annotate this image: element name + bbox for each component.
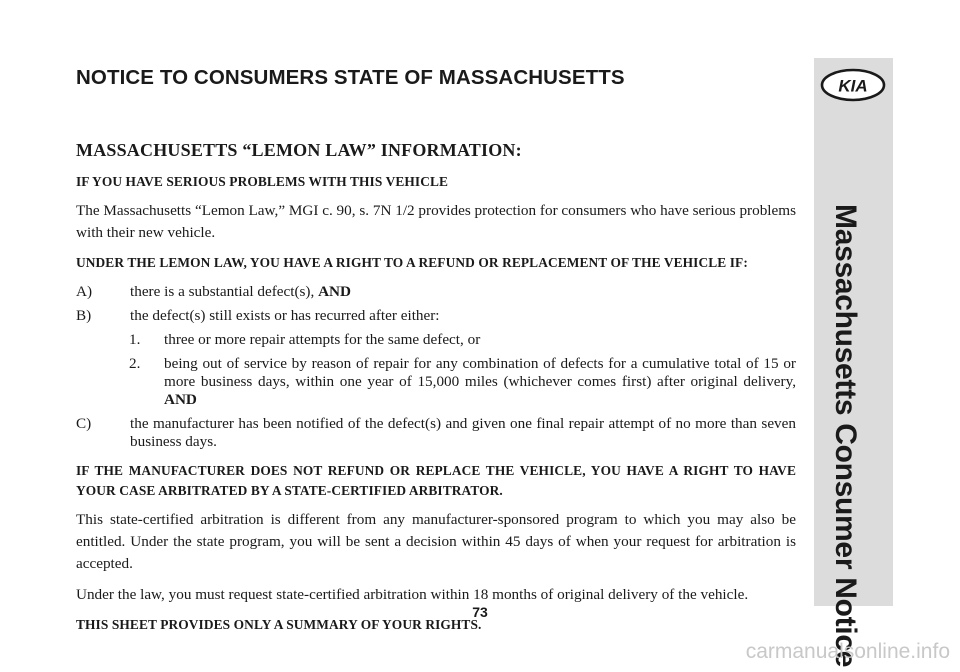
list-label: C) <box>76 415 92 432</box>
subheading-summary: THIS SHEET PROVIDES ONLY A SUMMARY OF YOUR RIGHTS. <box>76 617 482 632</box>
list-item-1 <box>76 331 796 349</box>
list-label: B) <box>76 307 92 324</box>
list-text-bold: AND <box>318 283 351 300</box>
subheading-arbitration-right: IF THE MANUFACTURER DOES NOT REFUND OR REPLACE THE VEHICLE, YOU HAVE A RIGHT TO HAVE YOUR CASE ARBITRATED BY A STATE-CERTIFIED ARBITRATOR. <box>76 463 796 498</box>
watermark: carmanualsonline.info <box>745 640 950 663</box>
list-text-bold: AND <box>164 391 197 408</box>
list-text: the defect(s) still exists or has recurred after either: <box>130 307 440 324</box>
list-item-2 <box>76 355 796 409</box>
logo-lettering: KIA <box>838 76 868 96</box>
list-text: there is a substantial defect(s), <box>130 283 319 300</box>
list-text: the manufacturer has been notified of the defect(s) and given one final repair attempt of no more than seven business days. <box>130 415 796 450</box>
list-label: 1. <box>129 331 141 348</box>
list-label: A) <box>76 283 93 300</box>
list-text: being out of service by reason of repair for any combination of defects for a cumulative total of 15 or more business days, within one year of 15,000 miles (whichever comes first) after original delivery, <box>164 355 796 390</box>
list-item-b <box>76 307 796 325</box>
list-item-a <box>76 283 796 301</box>
section-heading: MASSACHUSETTS “LEMON LAW” INFORMATION: <box>76 140 522 160</box>
subheading-serious-problems: IF YOU HAVE SERIOUS PROBLEMS WITH THIS VEHICLE <box>76 174 449 189</box>
subheading-refund-rights: UNDER THE LEMON LAW, YOU HAVE A RIGHT TO A REFUND OR REPLACEMENT OF THE VEHICLE IF: <box>76 255 748 270</box>
paragraph-lemon-law-intro: The Massachusetts “Lemon Law,” MGI c. 90, s. 7N 1/2 provides protection for consumers who have serious problems with their new vehicle. <box>76 202 796 241</box>
page-number: 73 <box>472 604 488 620</box>
kia-logo-icon <box>820 68 886 102</box>
page-title: NOTICE TO CONSUMERS STATE OF MASSACHUSETTS <box>76 66 625 89</box>
paragraph-deadline: Under the law, you must request state-certified arbitration within 18 months of original delivery of the vehicle. <box>76 586 749 603</box>
side-tab-label: Massachusetts Consumer Notice <box>829 204 862 668</box>
list-item-c <box>76 415 796 451</box>
list-label: 2. <box>129 355 141 372</box>
paragraph-arbitration: This state-certified arbitration is different from any manufacturer-sponsored program to which you may also be entitled. Under the state program, you will be sent a decision within 45 days of when your request for arbitration is accepted. <box>76 511 796 572</box>
list-text: three or more repair attempts for the same defect, or <box>164 331 481 348</box>
notice-body <box>76 140 796 643</box>
